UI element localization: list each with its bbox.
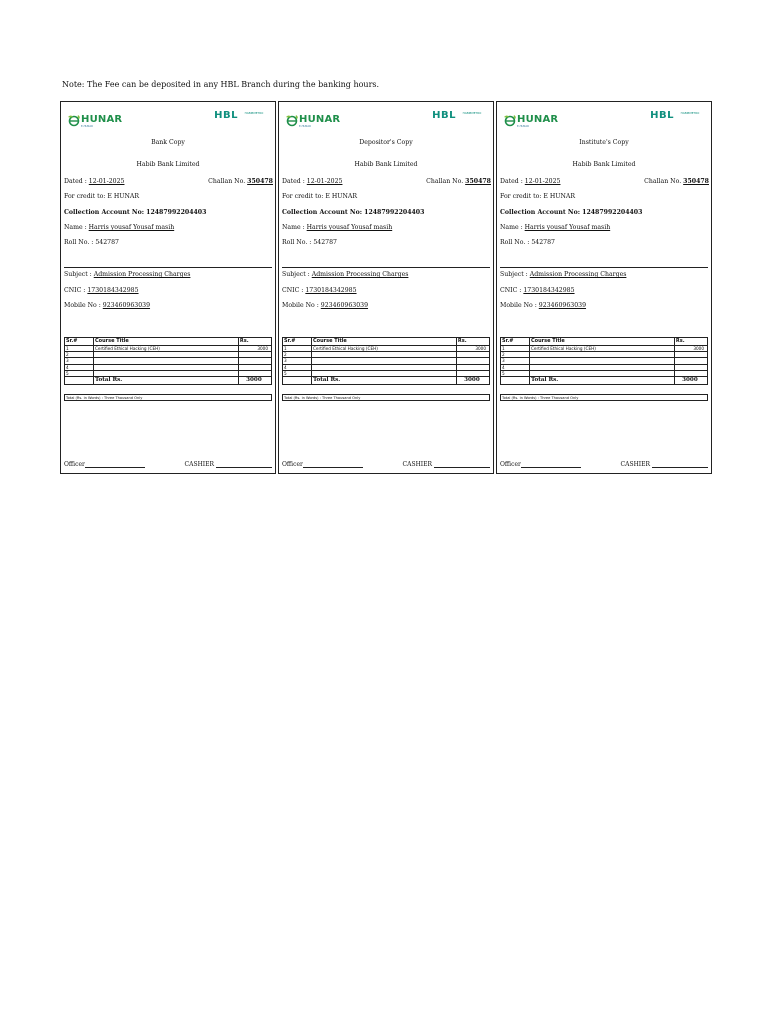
- name-line: [64, 224, 272, 231]
- header-sr: Sr.#: [283, 338, 312, 346]
- total-row: [65, 376, 272, 384]
- cnic-label: CNIC :: [64, 287, 86, 294]
- account-line: Collection Account No: 12487992204403: [282, 209, 425, 216]
- challan-label: Challan No.: [644, 178, 682, 185]
- row-sr: 5: [501, 370, 530, 376]
- cnic-line: [282, 287, 490, 294]
- roll-line: Roll No. : 542787: [282, 239, 337, 246]
- row-sr: 2: [65, 352, 94, 358]
- leaf-icon: [67, 114, 81, 128]
- amount-in-words: Total (Rs. in Words) : Three Thousand Only: [500, 394, 708, 401]
- logo-row: [282, 102, 490, 132]
- ehunar-wordmark: HUNAR: [299, 113, 341, 125]
- leaf-icon: [285, 114, 299, 128]
- row-sr: 5: [283, 370, 312, 376]
- total-value: 3000: [674, 376, 707, 384]
- row-sr: 3: [65, 358, 94, 364]
- row-sr: 5: [65, 370, 94, 376]
- subject-line: [282, 271, 490, 278]
- row-rs: 3000: [238, 346, 271, 352]
- total-spacer: [501, 376, 530, 384]
- header-course-title: Course Title: [93, 338, 238, 346]
- row-course-title: Certified Ethical Hacking (CEH): [311, 346, 456, 352]
- ehunar-wordmark: HUNAR: [81, 113, 123, 125]
- mobile-value: 923460963039: [538, 302, 587, 309]
- credit-line: For credit to: E HUNAR: [64, 193, 139, 200]
- cnic-value: 1730184342985: [523, 287, 575, 294]
- officer-label: Officer: [282, 461, 303, 468]
- cashier-label: CASHIER: [620, 461, 651, 468]
- name-line: [500, 224, 708, 231]
- subject-label: Subject :: [500, 271, 528, 278]
- date-value: 12-01-2025: [306, 178, 343, 185]
- logo-row: [64, 102, 272, 132]
- hbl-logo: HBL: [650, 110, 674, 121]
- amount-in-words: Total (Rs. in Words) : Three Thousand Only: [64, 394, 272, 401]
- row-sr: 4: [501, 364, 530, 370]
- amount-in-words: Total (Rs. in Words) : Three Thousand Only: [282, 394, 490, 401]
- header-rs: Rs.: [456, 338, 489, 346]
- name-label: Name :: [64, 224, 87, 231]
- officer-signature: [282, 461, 363, 468]
- leaf-icon: [503, 114, 517, 128]
- ehunar-logo: [67, 114, 122, 128]
- row-course-title: Certified Ethical Hacking (CEH): [93, 346, 238, 352]
- copy-title: Depositor's Copy: [359, 139, 413, 146]
- total-value: 3000: [456, 376, 489, 384]
- cashier-signature: [185, 461, 272, 468]
- header-course-title: Course Title: [529, 338, 674, 346]
- course-table: [64, 337, 272, 385]
- row-sr: 1: [283, 346, 312, 352]
- mobile-line: [500, 302, 708, 309]
- table-header-row: [65, 338, 272, 346]
- cashier-signature: [403, 461, 490, 468]
- row-sr: 2: [283, 352, 312, 358]
- date-value: 12-01-2025: [88, 178, 125, 185]
- challan-label: Challan No.: [426, 178, 464, 185]
- account-line: Collection Account No: 12487992204403: [500, 209, 643, 216]
- section-divider: [500, 267, 708, 268]
- credit-line: For credit to: E HUNAR: [282, 193, 357, 200]
- fee-note: Note: The Fee can be deposited in any HBL Branch during the banking hours.: [62, 80, 380, 89]
- account-line: Collection Account No: 12487992204403: [64, 209, 207, 216]
- subject-value: Admission Processing Charges: [93, 271, 191, 278]
- row-course-title: Certified Ethical Hacking (CEH): [529, 346, 674, 352]
- name-line: [282, 224, 490, 231]
- cashier-label: CASHIER: [184, 461, 215, 468]
- officer-label: Officer: [64, 461, 85, 468]
- ehunar-tagline: E-HUNAR: [299, 124, 311, 128]
- subject-label: Subject :: [282, 271, 310, 278]
- date-value: 12-01-2025: [524, 178, 561, 185]
- mobile-value: 923460963039: [320, 302, 369, 309]
- cashier-label: CASHIER: [402, 461, 433, 468]
- row-sr: 4: [65, 364, 94, 370]
- row-rs: 3000: [456, 346, 489, 352]
- total-spacer: [65, 376, 94, 384]
- row-sr: 1: [65, 346, 94, 352]
- name-value: Harris yousaf Yousaf masih: [306, 224, 393, 231]
- bank-name: Habib Bank Limited: [354, 161, 418, 168]
- credit-line: For credit to: E HUNAR: [500, 193, 575, 200]
- total-label: Total Rs.: [311, 376, 456, 384]
- hbl-tagline: HABIBMETRO: [462, 111, 482, 115]
- roll-line: Roll No. : 542787: [64, 239, 119, 246]
- roll-line: Roll No. : 542787: [500, 239, 555, 246]
- challan-label: Challan No.: [208, 178, 246, 185]
- name-value: Harris yousaf Yousaf masih: [88, 224, 175, 231]
- ehunar-tagline: E-HUNAR: [517, 124, 529, 128]
- total-value: 3000: [238, 376, 271, 384]
- cashier-signature: [621, 461, 708, 468]
- mobile-line: [64, 302, 272, 309]
- subject-label: Subject :: [64, 271, 92, 278]
- officer-signature-line: [303, 462, 363, 468]
- table-header-row: [501, 338, 708, 346]
- cnic-label: CNIC :: [500, 287, 522, 294]
- subject-line: [64, 271, 272, 278]
- cashier-signature-line: [434, 462, 490, 468]
- header-sr: Sr.#: [501, 338, 530, 346]
- challan-value: 350478: [247, 178, 273, 185]
- header-rs: Rs.: [674, 338, 707, 346]
- bank-name: Habib Bank Limited: [572, 161, 636, 168]
- officer-signature-line: [85, 462, 145, 468]
- subject-value: Admission Processing Charges: [311, 271, 409, 278]
- challan-number: [426, 178, 491, 185]
- name-label: Name :: [500, 224, 523, 231]
- ehunar-wordmark: HUNAR: [517, 113, 559, 125]
- challan-depositor-copy: [278, 101, 494, 474]
- header-course-title: Course Title: [311, 338, 456, 346]
- row-sr: 1: [501, 346, 530, 352]
- total-label: Total Rs.: [529, 376, 674, 384]
- mobile-label: Mobile No :: [282, 302, 319, 309]
- ehunar-logo: [285, 114, 340, 128]
- mobile-value: 923460963039: [102, 302, 151, 309]
- challan-set: [60, 101, 712, 474]
- dated-label: Dated :: [64, 178, 87, 185]
- challan-value: 350478: [683, 178, 709, 185]
- officer-signature-line: [521, 462, 581, 468]
- cnic-value: 1730184342985: [87, 287, 139, 294]
- cnic-line: [64, 287, 272, 294]
- total-row: [283, 376, 490, 384]
- total-spacer: [283, 376, 312, 384]
- course-table: [500, 337, 708, 385]
- challan-number: [644, 178, 709, 185]
- row-sr: 4: [283, 364, 312, 370]
- mobile-label: Mobile No :: [500, 302, 537, 309]
- challan-bank-copy: [60, 101, 276, 474]
- logo-row: [500, 102, 708, 132]
- dated-label: Dated :: [500, 178, 523, 185]
- cashier-signature-line: [216, 462, 272, 468]
- header-sr: Sr.#: [65, 338, 94, 346]
- total-label: Total Rs.: [93, 376, 238, 384]
- ehunar-logo: [503, 114, 558, 128]
- dated-label: Dated :: [282, 178, 305, 185]
- copy-title: Bank Copy: [151, 139, 185, 146]
- copy-title: Institute's Copy: [579, 139, 629, 146]
- officer-signature: [500, 461, 581, 468]
- course-table: [282, 337, 490, 385]
- hbl-tagline: HABIBMETRO: [244, 111, 264, 115]
- challan-number: [208, 178, 273, 185]
- officer-label: Officer: [500, 461, 521, 468]
- cnic-label: CNIC :: [282, 287, 304, 294]
- hbl-tagline: HABIBMETRO: [680, 111, 700, 115]
- bank-name: Habib Bank Limited: [136, 161, 200, 168]
- cashier-signature-line: [652, 462, 708, 468]
- ehunar-tagline: E-HUNAR: [81, 124, 93, 128]
- row-sr: 3: [283, 358, 312, 364]
- header-rs: Rs.: [238, 338, 271, 346]
- section-divider: [282, 267, 490, 268]
- officer-signature: [64, 461, 145, 468]
- row-rs: 3000: [674, 346, 707, 352]
- total-row: [501, 376, 708, 384]
- challan-value: 350478: [465, 178, 491, 185]
- table-header-row: [283, 338, 490, 346]
- row-sr: 2: [501, 352, 530, 358]
- cnic-line: [500, 287, 708, 294]
- subject-line: [500, 271, 708, 278]
- section-divider: [64, 267, 272, 268]
- name-value: Harris yousaf Yousaf masih: [524, 224, 611, 231]
- mobile-label: Mobile No :: [64, 302, 101, 309]
- cnic-value: 1730184342985: [305, 287, 357, 294]
- name-label: Name :: [282, 224, 305, 231]
- hbl-logo: HBL: [432, 110, 456, 121]
- row-sr: 3: [501, 358, 530, 364]
- challan-institute-copy: [496, 101, 712, 474]
- mobile-line: [282, 302, 490, 309]
- subject-value: Admission Processing Charges: [529, 271, 627, 278]
- hbl-logo: HBL: [214, 110, 238, 121]
